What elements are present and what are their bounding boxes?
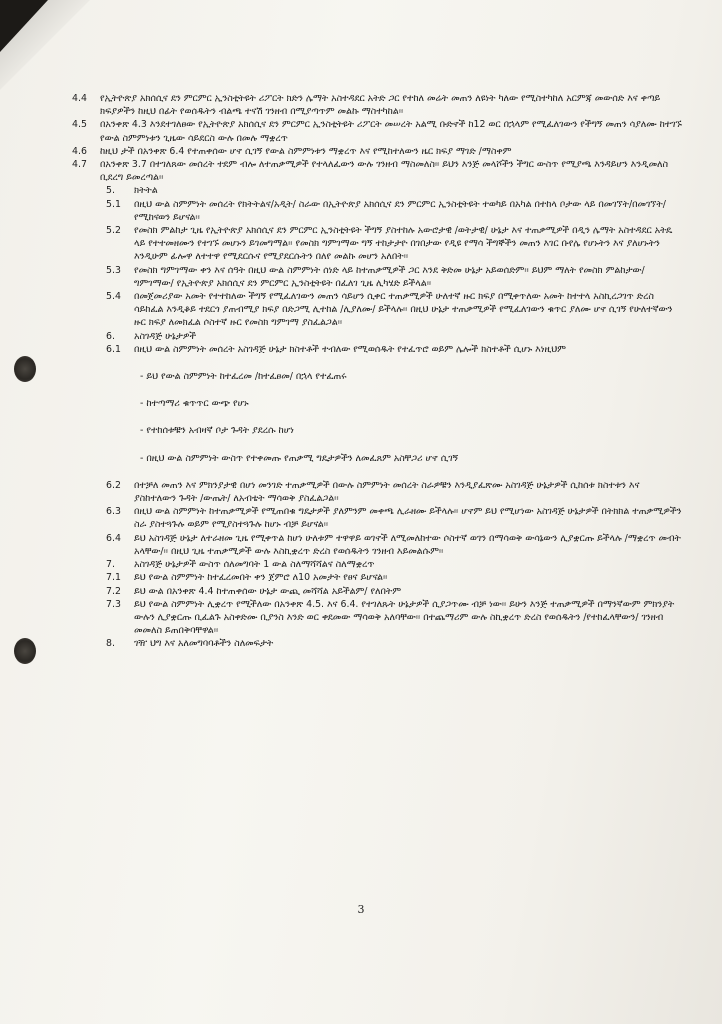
clause-text: በዚህ ውል ስምምነት ከተጠቃሚዎች የሚጠበቁ ግዴታዎች ያለምንም መቀጫ ሊራዘሙ ይችላሉ፡፡ ሆኖም ይህ የሚሆነው አስገዳጅ ሁኔታዎች በትክክል ተጠቃሚዎችን ስራ ያስተጓጉሉ ወይም የሚያስተጓጉሉ ከሆኑ ብቻ ይሆናል፡፡: [134, 506, 682, 531]
clause-4-5: [72, 118, 682, 144]
document-body: [72, 92, 682, 651]
clause-text: በዚህ ውል ስምምነት መሰረት አስገዳጅ ሁኔታ ክስተቶች ተብለው የሚወሰዱት የተፈጥሮ ወይም ሌሎች ክስተቶች ሲሆኑ እነዚህም: [134, 343, 566, 355]
clause-number: 7.1: [106, 572, 121, 584]
clause-number: 5.3: [106, 264, 121, 276]
clause-text: አስገዳጅ ሁኔታዎች ውስጥ ሰለመግባት 1 ውል ስለማሻሻልና ስለማቋረጥ: [134, 559, 375, 571]
punch-hole-upper: [14, 356, 36, 382]
clause-4-7: [72, 158, 682, 184]
clause-number: 6.1: [106, 343, 121, 355]
clause-number: 6.4: [106, 532, 121, 544]
clause-7-3: [72, 598, 682, 638]
clause-text: ይህ የውል ስምምነት ከተፈረመበት ቀን ጀምሮ ለ10 አመታት የፀና ይሆናል፡፡: [134, 572, 388, 584]
clause-text: በአንቀጽ 3.7 በተገለጸው መሰረት ተደም ብሎ ለተጠቃሚዎች የተላለፈውን ውሉ ገንዘብ ማስመለስ፡፡ ይህን እንጅ መላሾችን ችግር ውስጥ የሚያጫ እንዳይሆን እንዲመለስ ቢደረግ ይመረጣል፡፡: [100, 159, 669, 184]
clause-number: 5.1: [106, 198, 121, 210]
clause-4-6: [72, 145, 682, 158]
clause-6-4: [72, 532, 682, 558]
clause-6-3: [72, 505, 682, 531]
clause-6: [72, 330, 682, 343]
clause-7: [72, 558, 682, 571]
clause-7-1: [72, 571, 682, 584]
clause-text: በዚህ ውል ስምምነት መሰረት የክትትልና/አዲት/ ስራው በኢትዮጵያ አክሰሲና ደን ምርምር ኢንስቲትዩት ተወካይ በአካል በተከላ ቦታው ላይ በመገኘት/በመገኘት/ የሚከናወን ይሆናል፡፡: [134, 198, 666, 223]
clause-number: 5.: [106, 185, 115, 197]
section-list-1: [72, 92, 682, 356]
clause-number: 4.7: [72, 159, 87, 171]
clause-5: [72, 184, 682, 197]
clause-text: የመስክ ምልከታ ጊዜ የኢትዮጵያ አክሰሲና ደን ምርምር ኢንስቲትዩት ችግኝ ያስተከሉ አውሮታዊ /ወትታዊ/ ሁኔታ እና ተጠቃሚዎች በዲን ሌማት አስተዳደር አትዴ ላይ የተተመዘሙን የተገኙ መሆኑን ይገመግማል፡፡ የመስክ ግምገማው ግኝ ተከታታዮ በገበታው የዲዩ የማሳ ችግኞችን መጠን እገር ቡየሌ የሆኑትን እና ያለሆኑትን እንዲሁም ፊሎዋ ለተተዋ የሚደርሱና የሚያደርሱትን በለየ መልኩ መሆን አለበት፡፡: [134, 225, 673, 263]
clause-number: 7.2: [106, 585, 121, 597]
clause-5-1: [72, 198, 682, 224]
clause-text: የመስክ ግምገማው ቀን እና ሰዓት በዚህ ውል ስምምነት ሰነድ ላይ ከተጠቃሚዎች ጋር እንደ ቅድመ ሁኔታ አይወሰድም፡፡ ይህም ማለት የመስክ ምልከታው/ግምገማው/ የኢትዮጵያ አክሰሲና ደን ምርምር ኢንስቲትዩት በፈለገ ጊዜ ሊካሄድ ይችላል፡፡: [134, 264, 645, 289]
clause-text: በተቻለ መጠን እና ምክንያታዊ በሆነ መንገድ ተጠቃሚዎች በውሉ ስምምነት መሰረት ስራዎቹን እንዲያፈጽሙ አስገዳጅ ሁኔታዎች ሲከሰቱ ክስተቱን እና ያስከተለውን ጉዳት /ውጤት/ ለአብቴት ማሳወቅ ያስፈልጋል፡፡: [134, 479, 640, 505]
clause-number: 8.: [106, 638, 115, 650]
clause-6-1: [72, 343, 682, 356]
section-list-2: [72, 479, 682, 651]
clause-text: በመጀመሪያው አመት የተተከለው ችግኝ የሚፈለገውን መጠን ሳይሆን ሲቀር ተጠቃሚዎች ሁለተኛ ዙር ክፍያ በሚቀጥለው አመት ከተተላ አስኪረጋገጥ ድረስ ሳይከፈል እንዲቆይ ተደርጎ ያጠብሚያ ክፍያ በድጋሚ ሊተከል /ሊያለሙ/ ይችላሉ፡፡ በዚህ ሁኔታ ተጠቃሚዎች የሚፈለገውን ቁጥር ያለሙ ሆኖ ሲገኝ የሁለተኛውን ዙር ክፍያ ለመክፈል ሶስተኛ ዙር የመስክ ግምገማ ያስፈልጋል፡፡: [134, 291, 673, 329]
bullet-item: - ይህ የውል ስምምነት ከተፈረመ /ከተፈፀመ/ በኋላ የተፈጠሩ: [140, 371, 347, 383]
clause-number: 7.: [106, 559, 115, 571]
page-number: 3: [357, 903, 365, 916]
punch-hole-lower: [14, 638, 36, 664]
clause-number: 4.6: [72, 145, 87, 157]
clause-text: ይህ ውል በአንቀጽ 4.4 ከተጠቀሰው ሁኔታ ውጪ መሻሻል አይችልም/ የለበትም: [134, 585, 401, 597]
clause-number: 4.4: [72, 93, 87, 104]
clause-number: 5.4: [106, 291, 121, 303]
bullet-list: [72, 370, 682, 465]
clause-text: ይህ አስገዳጅ ሁኔታ ለተራዘመ ጊዜ የሚቀጥል ከሆነ ሁለቱም ተዋዋይ ወገኖች ለሚመለከተው ሶስተኛ ወገን በማሳወቅ ውሳኔውን ሊያቋርጡ ይችላሉ /ማቋረጥ መብት አላቸው/፡፡ በዚህ ጊዜ ተጠቃሚዎች ውሉ እስኪቋረጥ ድረስ የወሰዱትን ገንዘብ እይመልሱም፡፡: [134, 532, 681, 557]
clause-4-4: [72, 92, 682, 118]
clause-text: ከዚህ ታች በአንቀጽ 6.4 የተጠቀሰው ሆኖ ሲገኝ የውል ስምምነቱን ማቋረጥ እና የሚከተለውን ዜር ክፍያ ማገድ /ማስቀም: [100, 145, 512, 157]
clause-5-3: [72, 264, 682, 290]
clause-text: ገዥ ህግ እና አለመግባባቶችን ስለመፍታት: [134, 638, 274, 650]
clause-text: የኢትዮጵያ አክሰሲና ደን ምርምር ኢንስቲትዩት ሪፖርት ክድን ሌማት አስተዳደር አትድ ጋር የተከለ መሬት መጠን ለዩነት ካለው የሚስተካከለ አርምጃ መውሰድ እና ቀጣይ ክፍያዎችን ከዚህ በፊት የወሰዱትን ብልጫ ተናሽ ገንዘብ በሚያጣጥም መልኩ ማስተካከል፡፡: [100, 93, 661, 118]
clause-number: 6.2: [106, 479, 121, 491]
bullet-item: - በዚህ ውል ስምምነት ውስጥ የተቀመጡ የጠቃሚ ግዴታዎችን ለመፈጸም አስቸጋሪ ሆኖ ሲገኝ: [140, 452, 459, 464]
clause-5-2: [72, 224, 682, 264]
clause-number: 4.5: [72, 119, 87, 131]
bullet-item: - የተከሰቱቹን አብዛኛ ቦታ ጉዳት ያደረሱ ከሆነ: [140, 425, 294, 437]
clause-text: ይህ የውል ስምምነት ሊቋረጥ የሚችለው በአንቀጽ 4.5. እና 6.4. የተገለጹት ሁኔታዎች ሲያጋጥሙ ብቻ ነው፡፡ ይሁን እንጅ ተጠቃሚዎች በማንኛውም ምክንያት ውሉን ሊያቋርጡ ቢፈልጉ አስቀድሙ ቢያንስ እንድ ወር ቀደመው ማሳወቅ አለባቸው፡፡ በተጨማሪም ውሉ ስኪቋረጥ ድረስ የወሰዱትን /የተከፈላቸውን/ ገንዘብ መመለስ ይጠበቅባቸዋል፡፡: [134, 598, 675, 637]
clause-text: ክትትል: [134, 185, 158, 197]
clause-text: በአንቀጽ 4.3 እንደተገለፀው የኢትዮጵያ አክሰሲና ደን ምርምር ኢንስቲትዩት ሪፖርት መሠረት አልሚ ቡድኖች ከ12 ወር በኋላም የሚፈለገውን የችግኝ መጠን ሳያለሙ ከተገኙ የውል ስምምነቱን ጊዜው ሳይደርስ ውሉ በመሉ ማቋረጥ: [100, 119, 682, 144]
clause-number: 5.2: [106, 225, 121, 237]
clause-text: አስገዳጅ ሁኔታዎች: [134, 330, 197, 342]
clause-6-2: [72, 479, 682, 505]
bullet-item: - ከተጣማሪ ቁጥጥር ውጭ የሆኑ: [140, 398, 249, 410]
clause-8: [72, 637, 682, 650]
clause-number: 6.: [106, 330, 115, 342]
clause-number: 7.3: [106, 598, 121, 610]
clause-5-4: [72, 290, 682, 330]
clause-7-2: [72, 585, 682, 598]
clause-number: 6.3: [106, 506, 121, 518]
